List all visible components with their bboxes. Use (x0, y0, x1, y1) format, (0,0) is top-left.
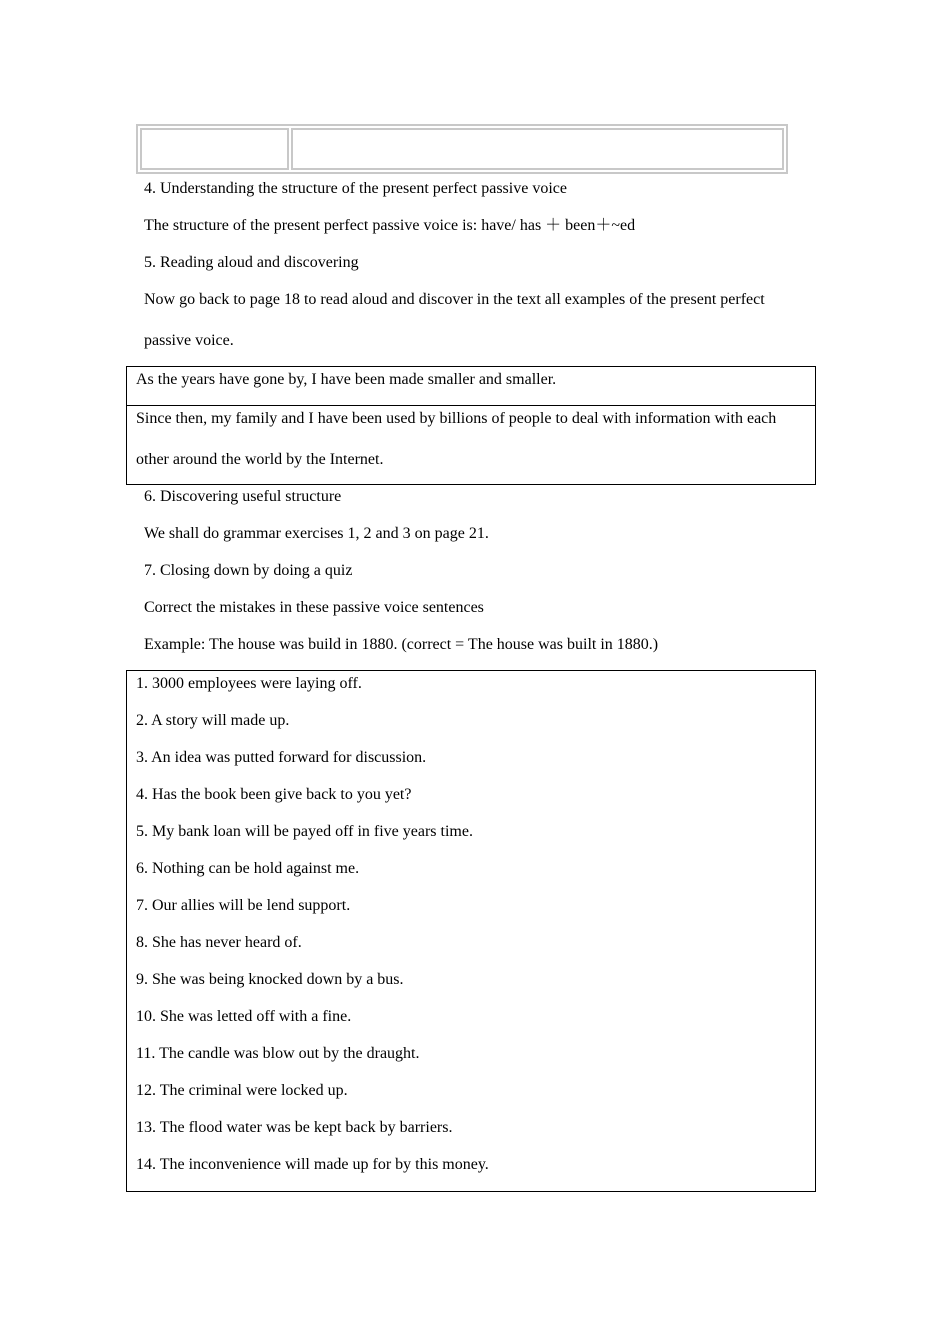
quiz-item: 3. An idea was putted forward for discussion. (136, 749, 427, 766)
table-cell (291, 128, 784, 170)
table-row (127, 405, 815, 485)
section-4-text: The structure of the present perfect passive voice is: have/ has ＋ been＋~ed (144, 217, 636, 234)
examples-table (126, 366, 816, 485)
quiz-item: 1. 3000 employees were laying off. (136, 675, 362, 692)
quiz-item: 7. Our allies will be lend support. (136, 897, 351, 914)
quiz-table (126, 670, 816, 1192)
section-6-heading: 6. Discovering useful structure (144, 488, 342, 505)
table-row (127, 367, 815, 405)
quiz-item: 11. The candle was blow out by the draught. (136, 1045, 420, 1062)
quiz-item: 4. Has the book been give back to you yet? (136, 786, 412, 803)
quiz-item: 14. The inconvenience will made up for by this money. (136, 1156, 489, 1173)
section-7-example: Example: The house was build in 1880. (correct = The house was built in 1880.) (144, 636, 659, 653)
section-5-text-line1: Now go back to page 18 to read aloud and discover in the text all examples of the present perfect (144, 291, 765, 308)
example-sentence-continued: other around the world by the Internet. (136, 451, 384, 468)
section-6-text: We shall do grammar exercises 1, 2 and 3 on page 21. (144, 525, 489, 542)
section-5-heading: 5. Reading aloud and discovering (144, 254, 359, 271)
section-5-text-line2: passive voice. (144, 332, 234, 349)
quiz-item: 13. The flood water was be kept back by barriers. (136, 1119, 453, 1136)
quiz-item: 12. The criminal were locked up. (136, 1082, 348, 1099)
table-cell (140, 128, 289, 170)
example-sentence: As the years have gone by, I have been made smaller and smaller. (136, 371, 557, 388)
example-sentence: Since then, my family and I have been used by billions of people to deal with information with each (136, 410, 777, 427)
quiz-item: 9. She was being knocked down by a bus. (136, 971, 404, 988)
quiz-item: 5. My bank loan will be payed off in five years time. (136, 823, 473, 840)
section-4-heading: 4. Understanding the structure of the present perfect passive voice (144, 180, 567, 197)
quiz-item: 2. A story will made up. (136, 712, 290, 729)
section-7-instruction: Correct the mistakes in these passive voice sentences (144, 599, 484, 616)
quiz-item: 6. Nothing can be hold against me. (136, 860, 360, 877)
quiz-item: 10. She was letted off with a fine. (136, 1008, 352, 1025)
quiz-item: 8. She has never heard of. (136, 934, 302, 951)
empty-header-table (136, 124, 788, 174)
section-7-heading: 7. Closing down by doing a quiz (144, 562, 353, 579)
